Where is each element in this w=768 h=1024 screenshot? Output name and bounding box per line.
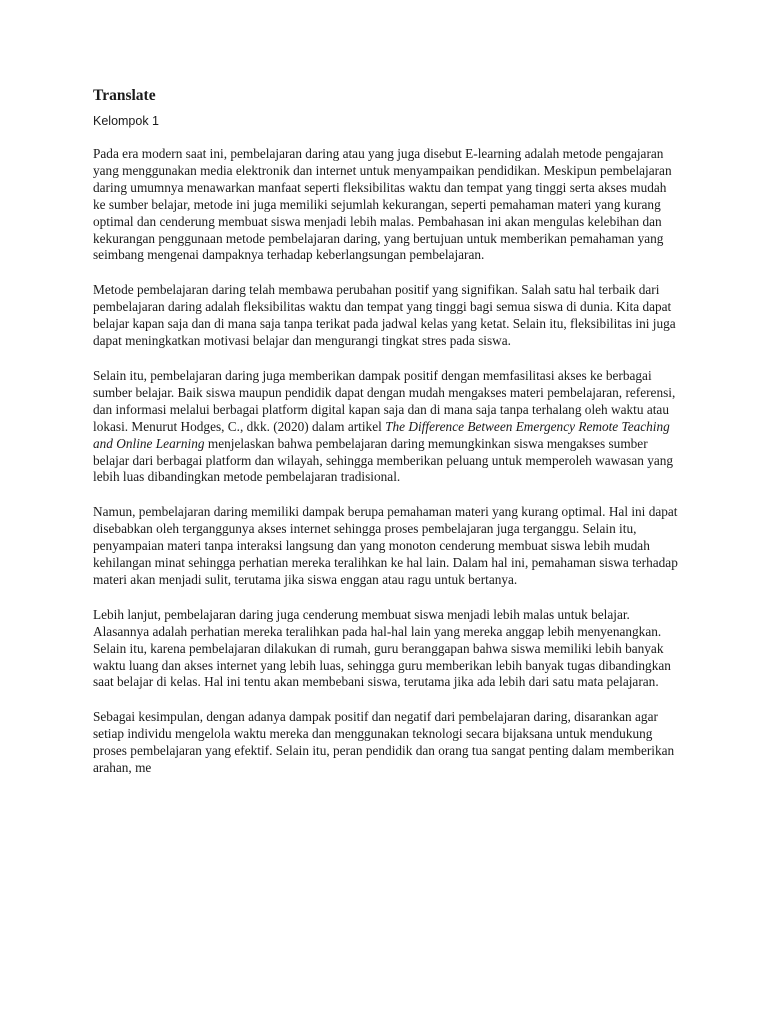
paragraph-conclusion: Sebagai kesimpulan, dengan adanya dampak positif dan negatif dari pembelajaran daring, disarankan agar setiap individu mengelola waktu mereka dan menggunakan teknologi secara bijaksana untuk mendukung proses pembelajaran yang efektif. Selain itu, peran pendidik dan orang tua sangat penting dalam memberikan arahan, me — [93, 709, 675, 776]
paragraph-access-text-after: menjelaskan bahwa pembelajaran daring memungkinkan siswa mengakses sumber belajar dari berbagai platform dan wilayah, sehingga memberikan peluang untuk memperoleh wawasan yang lebih luas dibandingkan metode pembelajaran tradisional. — [93, 435, 674, 485]
paragraph-access-text-before: Selain itu, pembelajaran daring juga memberikan dampak positif dengan memfasilitasi akses ke berbagai sumber belajar. Baik siswa maupun pendidik dapat dengan mudah mengakses materi pembelajaran, referensi, dan informasi melalui berbagai platform digital kapan saja dan di mana saja tanpa terhalang oleh waktu atau lokasi. Menurut Hodges, C., dkk. (2020) dalam artikel — [93, 367, 676, 434]
paragraph-flexibility: Metode pembelajaran daring telah membawa perubahan positif yang signifikan. Salah satu hal terbaik dari pembelajaran daring adalah fleksibilitas waktu dan tempat yang tinggi bagi semua siswa di dunia. Kita dapat belajar kapan saja dan di mana saja tanpa terikat pada jadwal kelas yang ketat. Selain itu, fleksibilitas ini juga dapat meningkatkan motivasi belajar dan mengurangi tingkat stres pada siswa. — [93, 282, 676, 349]
paragraph-understanding: Namun, pembelajaran daring memiliki dampak berupa pemahaman materi yang kurang optimal. Hal ini dapat disebabkan oleh terganggunya akses internet sehingga proses pembelajaran juga terganggu. Selain itu, penyampaian materi tanpa interaksi langsung dan yang monoton cenderung membuat siswa lebih mudah kehilangan minat sehingga perhatian mereka teralihkan ke hal lain. Dalam hal ini, pemahaman siswa terhadap materi akan menjadi sulit, terutama jika siswa enggan atau ragu untuk bertanya. — [93, 504, 678, 587]
article-title-italic: The Difference Between Emergency Remote Teaching and Online Learning — [93, 418, 670, 451]
document-page — [93, 86, 678, 795]
document-subtitle: Kelompok 1 — [93, 114, 160, 128]
document-title: Translate — [93, 87, 156, 104]
paragraph-introduction: Pada era modern saat ini, pembelajaran daring atau yang juga disebut E-learning adalah metode pengajaran yang menggunakan media elektronik dan internet untuk menyampaikan pendidikan. Meskipun pembelajaran daring umumnya menawarkan manfaat seperti fleksibilitas waktu dan tempat yang tinggi serta akses mudah ke sumber belajar, metode ini juga memiliki sejumlah kekurangan, seperti pemahaman materi yang kurang optimal dan cenderung membuat siswa menjadi lebih malas. Pembahasan ini akan mengulas kelebihan dan kekurangan penggunaan metode pembelajaran daring, yang bertujuan untuk memberikan pemahaman yang seimbang mengenai dampaknya terhadap keberlangsungan pembelajaran. — [93, 146, 672, 263]
paragraph-laziness: Lebih lanjut, pembelajaran daring juga cenderung membuat siswa menjadi lebih malas untuk belajar. Alasannya adalah perhatian mereka teralihkan pada hal-hal lain yang mereka anggap lebih menyenangkan. Selain itu, karena pembelajaran dilakukan di rumah, guru beranggapan bahwa siswa memiliki lebih banyak waktu luang dan akses internet yang lebih luas, sehingga guru memberikan lebih banyak tugas dibandingkan saat belajar di kelas. Hal ini tentu akan membebani siswa, terutama jika ada lebih dari satu mata pelajaran. — [93, 606, 671, 690]
paragraph-access-resources — [93, 368, 678, 486]
